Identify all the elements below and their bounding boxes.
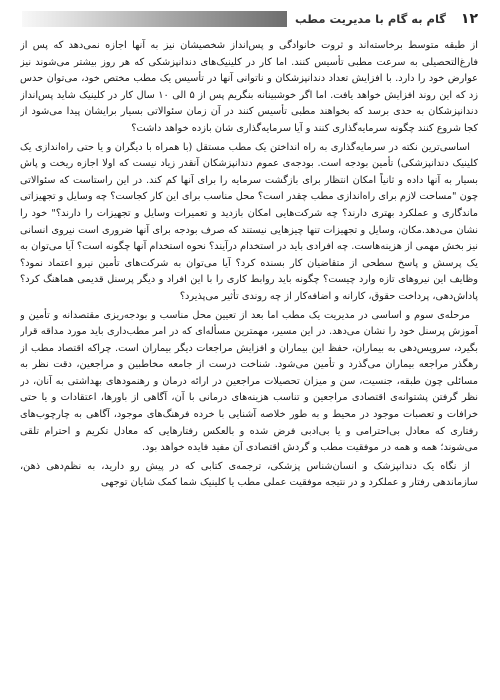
paragraph-2: اساسی‌ترین نکته در سرمایه‌گذاری به راه انداختن یک مطب مستقل (با همراه با دیگران و یا حتی راه‌اندازی یک کلینیک دندانپزشکی) تأمین بودجه است. بودجه‌ی عموم دندانپزشکان آنقدر زیاد نیست که اولا اجازه ریخت و پاش بسیار به آنها داده و ثانیاً امکان انتظار برای بازگشت سرمایه را برای آنها کم کند. در این راستاست که سئوالاتی چون "مساحت لازم برای راه‌اندازی مطب چقدر است؟ محل مناسب برای این کار کجاست؟ چه وسایل و تجهیزاتی ماندگاری و عملکرد بهتری دارند؟ چه شرکت‌هایی امکان بازدید و تعمیرات وسایل و تجهیزات را دارند؟" خود را نشان می‌دهد.مکان، وسایل و تجهیزات تنها چیزهایی نیستند که صرف بودجه برای آنها ضروری است نیروی انسانی نیز بخش مهمی از هزینه‌هاست. چه افرادی باید در استخدام درآیند؟ نحوه استخدام آنها چگونه است؟ آیا می‌توان به یک پرسش و پاسخ سطحی از متقاضیان کار بسنده کرد؟ آیا می‌توان به شرکت‌های تأمین نیرو اعتماد نمود؟ وظایف این نیروهای تازه وارد چیست؟ چگونه باید روابط کاری را با این افراد و دیگر پرسنل قدیمی هماهنگ کرد؟ پاداش‌دهی، پرداخت حقوق، کارانه و اضافه‌کار از چه روندی تأثیر می‌پذیرد؟: [20, 141, 478, 302]
header-gradient-bar: [22, 11, 287, 27]
body-text: [20, 38, 478, 694]
paragraph-3: مرحله‌ی سوم و اساسی در مدیریت یک مطب اما بعد از تعیین محل مناسب و بودجه‌ریزی مقتصدانه و تأمین و آموزش پرسنل خود را نشان می‌دهد. در این مسیر، مهمترین مسأله‌ای که در امر مطب‌داری باید مورد مداقه قرار بگیرد، سرویس‌دهی به بیماران، حفظ این بیماران و افزایش مراجعات دیگر بیماران است. چراکه اقتصاد مطب از رهگذر مراجعه بیماران می‌گذرد و تأمین می‌شود. شناخت درست از جامعه مخاطبین و مراجعین، دقت نظر به مسائلی چون طبقه، جنسیت، سن و میزان تحصیلات مراجعین در ارائه درمان و رهنمودهای بهداشتی به آنان، در نظر گرفتن پشتوانه‌ی اقتصادی مراجعین و تناسب هزینه‌های درمانی با آن، آگاهی از باورها، اعتقادات و یا حتی خرافات و تعصبات موجود در محیط و به طور خلاصه آشنایی با خرده فرهنگ‌های موجود، آگاهی به چارچوب‌های رفتاری که معادل بی‌احترامی و یا بی‌ادبی فرض شده و بالعکس رفتارهایی که معادل تکریم و احترام تلقی می‌شوند؛ همه و همه در موفقیت مطب و گردش اقتصادی آن مفید فایده خواهد بود.: [20, 309, 478, 454]
paragraph-1: از طبقه متوسط برخاسته‌اند و ثروت خانوادگی و پس‌انداز شخصیشان نیز به آنها اجازه نمی‌دهد که پس از فارغ‌التحصیلی به سرعت مطبی تأسیس کنند. اما کار در کلینیک‌های دندانپزشکی که هر روز بیشتر می‌شوند نیز عوارض خود را دارد. با افزایش تعداد دندانپزشکان و ناتوانی آنها در تأسیس یک مطب مختص خود، می‌توان حدس زد که این روند افزایش خواهد یافت. اما اگر خوشبینانه بنگریم پس از ۵ الی ۱۰ سال کار در کلینیک شاید پس‌انداز دندانپزشکان به حدی برسد که بخواهند مطبی تأسیس کنند در آن زمان سئوالاتی بسیار برایشان پیدا می‌شود از کجا شروع کنند چگونه سرمایه‌گذاری کنند و آیا سرمایه‌گذاری شان بازده خواهد داشت؟: [20, 40, 478, 134]
page-header: [22, 10, 478, 28]
running-title: گام به گام با مدیریت مطب: [294, 12, 446, 26]
page-number: ۱۲: [460, 11, 478, 27]
paragraph-4: از نگاه یک دندانپزشک و انسان‌شناس پزشکی، ترجمه‌ی کتابی که در پیش رو دارید، به نظم‌دهی ذهن، سازماندهی رفتار و عملکرد و در نتیجه موفقیت عملی مطب یا کلینیک شما کمک شایان توجهی: [20, 460, 478, 489]
